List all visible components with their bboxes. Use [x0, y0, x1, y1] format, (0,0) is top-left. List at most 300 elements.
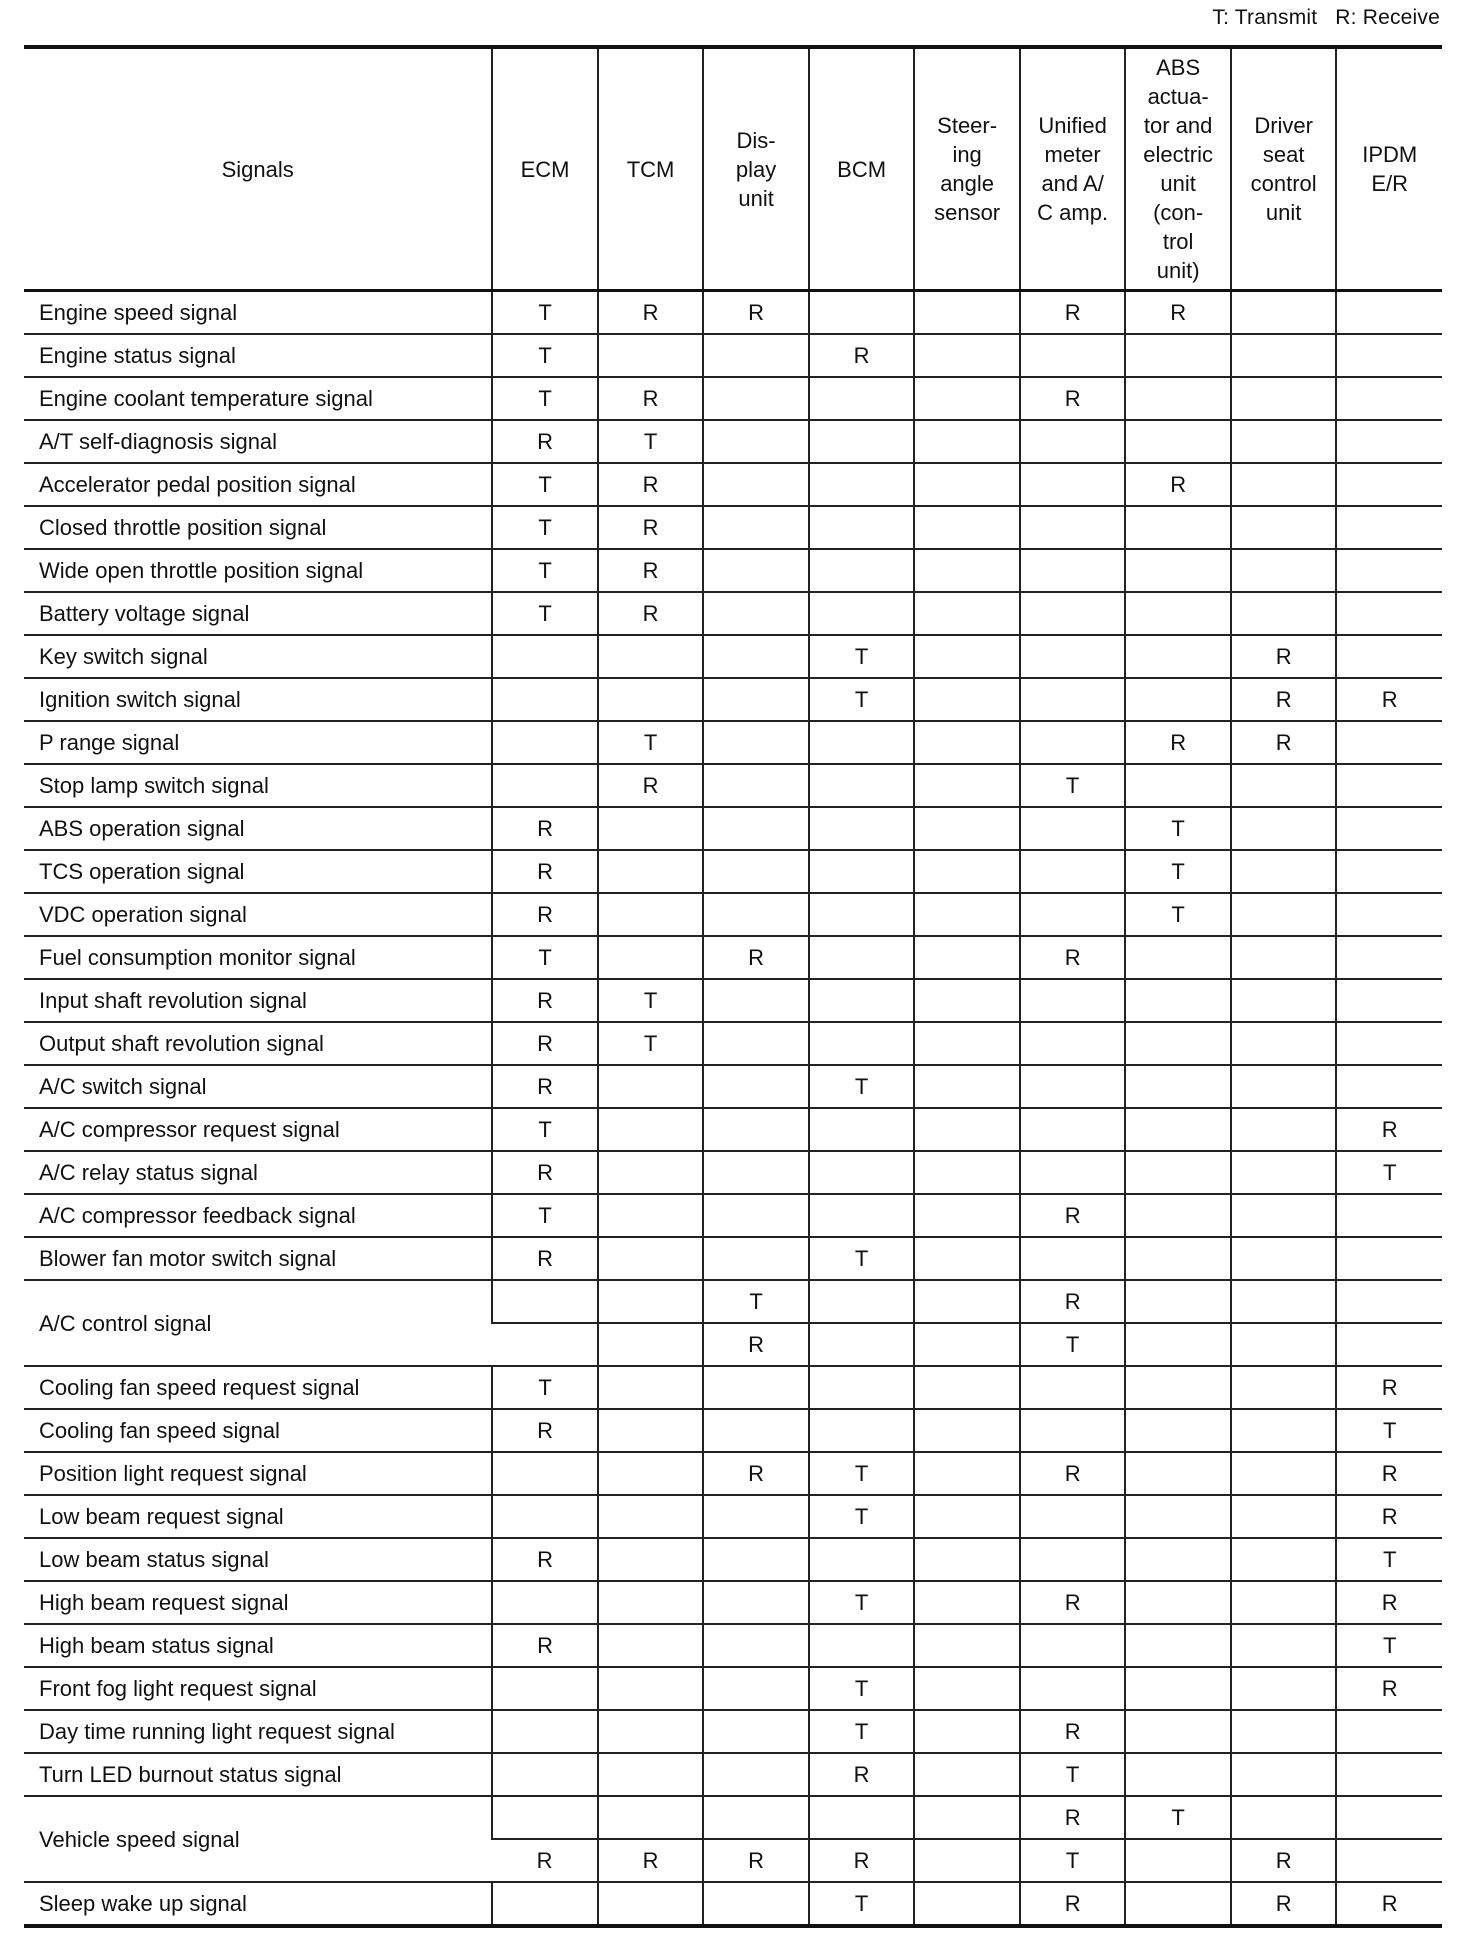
cell-ipdm — [1336, 1022, 1442, 1065]
table-row — [24, 1796, 1442, 1839]
table-row — [24, 721, 1442, 764]
cell-tcm: R — [598, 291, 704, 335]
header-ipdm-line: E/R — [1371, 171, 1409, 196]
cell-ipdm — [1336, 549, 1442, 592]
cell-tcm: T — [598, 420, 704, 463]
cell-tcm: T — [598, 721, 704, 764]
cell-steering — [914, 1538, 1020, 1581]
cell-steering — [914, 1882, 1020, 1926]
header-seat — [1231, 47, 1337, 291]
cell-ipdm — [1336, 377, 1442, 420]
cell-seat — [1231, 334, 1337, 377]
cell-steering — [914, 721, 1020, 764]
cell-ipdm: T — [1336, 1409, 1442, 1452]
table-row — [24, 592, 1442, 635]
cell-meter: R — [1020, 936, 1126, 979]
cell-bcm — [809, 1022, 915, 1065]
cell-bcm — [809, 592, 915, 635]
cell-display — [703, 1194, 809, 1237]
signal-name: High beam request signal — [24, 1581, 492, 1624]
signal-name: A/C compressor feedback signal — [24, 1194, 492, 1237]
table-row — [24, 850, 1442, 893]
cell-ipdm: R — [1336, 1667, 1442, 1710]
cell-display — [703, 1667, 809, 1710]
header-steering-line: Steer- — [937, 113, 998, 138]
table-row — [24, 1237, 1442, 1280]
cell-display — [703, 893, 809, 936]
cell-seat — [1231, 1151, 1337, 1194]
cell-meter — [1020, 893, 1126, 936]
signal-name: A/C relay status signal — [24, 1151, 492, 1194]
cell-display — [703, 334, 809, 377]
cell-seat — [1231, 807, 1337, 850]
cell-seat — [1231, 979, 1337, 1022]
cell-meter — [1020, 334, 1126, 377]
cell-bcm — [809, 1151, 915, 1194]
cell-steering — [914, 850, 1020, 893]
cell-seat — [1231, 764, 1337, 807]
header-abs — [1125, 47, 1231, 291]
cell-steering — [914, 1237, 1020, 1280]
cell-steering — [914, 1796, 1020, 1839]
cell-abs: R — [1125, 721, 1231, 764]
cell-ecm: T — [492, 1366, 598, 1409]
cell-steering — [914, 1065, 1020, 1108]
cell-steering — [914, 1839, 1020, 1882]
cell-abs — [1125, 764, 1231, 807]
cell-abs — [1125, 1323, 1231, 1366]
header-display-line: Dis- — [736, 127, 776, 153]
cell-bcm — [809, 1409, 915, 1452]
cell-display — [703, 506, 809, 549]
cell-display — [703, 420, 809, 463]
table-row — [24, 1409, 1442, 1452]
cell-steering — [914, 463, 1020, 506]
cell-display — [703, 1108, 809, 1151]
cell-steering — [914, 1280, 1020, 1323]
header-display — [703, 47, 809, 291]
cell-bcm — [809, 377, 915, 420]
cell-ipdm — [1336, 334, 1442, 377]
cell-tcm — [598, 1323, 704, 1366]
cell-seat — [1231, 1022, 1337, 1065]
cell-tcm: T — [598, 979, 704, 1022]
cell-steering — [914, 334, 1020, 377]
cell-abs — [1125, 1366, 1231, 1409]
cell-steering — [914, 1452, 1020, 1495]
cell-ipdm: R — [1336, 1108, 1442, 1151]
cell-bcm — [809, 936, 915, 979]
table-row — [24, 807, 1442, 850]
cell-steering — [914, 678, 1020, 721]
table-row — [24, 377, 1442, 420]
cell-ipdm: T — [1336, 1624, 1442, 1667]
header-abs-line: (con- — [1153, 200, 1204, 225]
header-ecm-line: ECM — [520, 156, 570, 182]
cell-abs — [1125, 377, 1231, 420]
signal-name: Engine speed signal — [24, 291, 492, 335]
cell-display: R — [703, 1839, 809, 1882]
cell-seat — [1231, 1237, 1337, 1280]
cell-bcm: T — [809, 1452, 915, 1495]
cell-ecm — [492, 764, 598, 807]
cell-meter: R — [1020, 1882, 1126, 1926]
cell-tcm: R — [598, 463, 704, 506]
cell-ipdm — [1336, 1839, 1442, 1882]
cell-bcm — [809, 420, 915, 463]
cell-bcm — [809, 1796, 915, 1839]
cell-ecm: T — [492, 1108, 598, 1151]
cell-bcm — [809, 1108, 915, 1151]
cell-bcm — [809, 850, 915, 893]
cell-abs — [1125, 1710, 1231, 1753]
cell-meter: T — [1020, 1323, 1126, 1366]
cell-display — [703, 1710, 809, 1753]
cell-ecm: T — [492, 334, 598, 377]
cell-tcm: R — [598, 377, 704, 420]
cell-abs — [1125, 420, 1231, 463]
cell-display — [703, 592, 809, 635]
cell-steering — [914, 807, 1020, 850]
cell-display — [703, 1409, 809, 1452]
cell-meter — [1020, 1667, 1126, 1710]
cell-tcm — [598, 635, 704, 678]
cell-steering — [914, 1151, 1020, 1194]
signal-name: Vehicle speed signal — [24, 1796, 492, 1882]
cell-abs — [1125, 1624, 1231, 1667]
header-abs-line: ABS — [1156, 55, 1201, 80]
cell-meter — [1020, 549, 1126, 592]
cell-seat — [1231, 936, 1337, 979]
cell-ipdm: T — [1336, 1538, 1442, 1581]
cell-seat — [1231, 549, 1337, 592]
cell-seat — [1231, 1194, 1337, 1237]
cell-steering — [914, 1624, 1020, 1667]
cell-abs: R — [1125, 463, 1231, 506]
cell-steering — [914, 1409, 1020, 1452]
header-meter-line: C amp. — [1037, 200, 1109, 225]
cell-ipdm: R — [1336, 1495, 1442, 1538]
cell-steering — [914, 1323, 1020, 1366]
header-abs-line: electric — [1143, 142, 1213, 167]
table-row — [24, 1581, 1442, 1624]
signal-name: Accelerator pedal position signal — [24, 463, 492, 506]
header-signals: Signals — [24, 47, 492, 291]
cell-ecm — [492, 1495, 598, 1538]
cell-ecm: T — [492, 377, 598, 420]
cell-meter — [1020, 635, 1126, 678]
cell-ecm — [492, 1753, 598, 1796]
header-steering-line: ing — [952, 142, 982, 167]
cell-bcm: R — [809, 334, 915, 377]
signal-name: Engine status signal — [24, 334, 492, 377]
cell-ecm — [492, 1710, 598, 1753]
cell-bcm: T — [809, 1710, 915, 1753]
header-abs-line: tor and — [1143, 113, 1213, 138]
cell-display — [703, 678, 809, 721]
cell-abs — [1125, 1839, 1231, 1882]
cell-steering — [914, 1194, 1020, 1237]
cell-display — [703, 807, 809, 850]
cell-display — [703, 1022, 809, 1065]
cell-tcm — [598, 1194, 704, 1237]
cell-display: T — [703, 1280, 809, 1323]
cell-abs — [1125, 1882, 1231, 1926]
cell-meter — [1020, 1151, 1126, 1194]
cell-abs — [1125, 549, 1231, 592]
cell-display — [703, 979, 809, 1022]
cell-meter: R — [1020, 1581, 1126, 1624]
cell-abs — [1125, 1667, 1231, 1710]
cell-bcm: T — [809, 1581, 915, 1624]
cell-seat — [1231, 1538, 1337, 1581]
cell-bcm — [809, 1366, 915, 1409]
signal-name: Sleep wake up signal — [24, 1882, 492, 1926]
cell-bcm — [809, 506, 915, 549]
cell-steering — [914, 1710, 1020, 1753]
legend-receive: R: Receive — [1335, 6, 1440, 29]
cell-display — [703, 1237, 809, 1280]
header-abs-line: actua- — [1147, 84, 1209, 109]
header-display-line: unit — [738, 185, 774, 211]
cell-bcm: R — [809, 1839, 915, 1882]
cell-tcm — [598, 893, 704, 936]
header-meter-line: Unified — [1038, 113, 1107, 138]
cell-seat: R — [1231, 635, 1337, 678]
table-row — [24, 420, 1442, 463]
cell-ipdm: R — [1336, 678, 1442, 721]
header-steering-line: angle — [940, 171, 995, 196]
cell-display — [703, 1495, 809, 1538]
cell-ecm: R — [492, 1839, 598, 1882]
cell-ecm: T — [492, 291, 598, 335]
cell-tcm — [598, 1366, 704, 1409]
cell-bcm: T — [809, 1882, 915, 1926]
signal-name: Engine coolant temperature signal — [24, 377, 492, 420]
header-ipdm — [1336, 47, 1442, 291]
cell-tcm: R — [598, 1839, 704, 1882]
cell-abs: T — [1125, 850, 1231, 893]
cell-steering — [914, 549, 1020, 592]
table-row — [24, 635, 1442, 678]
cell-steering — [914, 1022, 1020, 1065]
cell-bcm: T — [809, 678, 915, 721]
table-row — [24, 893, 1442, 936]
cell-ecm: T — [492, 463, 598, 506]
cell-seat — [1231, 291, 1337, 335]
cell-bcm: T — [809, 635, 915, 678]
cell-bcm: T — [809, 1065, 915, 1108]
cell-display — [703, 549, 809, 592]
cell-display — [703, 463, 809, 506]
header-bcm-line: BCM — [837, 156, 887, 182]
cell-abs — [1125, 1108, 1231, 1151]
cell-steering — [914, 592, 1020, 635]
cell-meter — [1020, 678, 1126, 721]
cell-tcm — [598, 678, 704, 721]
cell-ipdm: R — [1336, 1581, 1442, 1624]
header-row — [24, 47, 1442, 291]
cell-tcm — [598, 1882, 704, 1926]
cell-seat — [1231, 1581, 1337, 1624]
signal-name: High beam status signal — [24, 1624, 492, 1667]
cell-abs — [1125, 334, 1231, 377]
can-signal-table — [24, 45, 1442, 1928]
table-row — [24, 1065, 1442, 1108]
cell-meter: R — [1020, 1710, 1126, 1753]
signal-name: Cooling fan speed signal — [24, 1409, 492, 1452]
cell-meter: R — [1020, 1280, 1126, 1323]
cell-display — [703, 1796, 809, 1839]
header-seat-line: Driver — [1254, 113, 1313, 138]
cell-meter: T — [1020, 764, 1126, 807]
cell-abs — [1125, 1237, 1231, 1280]
signal-name: Blower fan motor switch signal — [24, 1237, 492, 1280]
cell-ecm: T — [492, 592, 598, 635]
table-row — [24, 1710, 1442, 1753]
cell-seat — [1231, 850, 1337, 893]
cell-display: R — [703, 936, 809, 979]
cell-seat — [1231, 1624, 1337, 1667]
cell-bcm — [809, 979, 915, 1022]
cell-ipdm — [1336, 635, 1442, 678]
signal-name: Wide open throttle position signal — [24, 549, 492, 592]
cell-seat — [1231, 1495, 1337, 1538]
cell-abs — [1125, 1065, 1231, 1108]
cell-ipdm — [1336, 850, 1442, 893]
cell-steering — [914, 979, 1020, 1022]
cell-abs — [1125, 979, 1231, 1022]
cell-seat — [1231, 1409, 1337, 1452]
cell-bcm — [809, 764, 915, 807]
cell-ecm: R — [492, 807, 598, 850]
cell-meter — [1020, 420, 1126, 463]
cell-ecm — [492, 1280, 598, 1323]
cell-tcm — [598, 1581, 704, 1624]
table-row — [24, 1538, 1442, 1581]
cell-seat: R — [1231, 1839, 1337, 1882]
cell-meter — [1020, 1409, 1126, 1452]
cell-bcm — [809, 807, 915, 850]
cell-meter — [1020, 1366, 1126, 1409]
cell-steering — [914, 1366, 1020, 1409]
cell-bcm: T — [809, 1667, 915, 1710]
cell-seat: R — [1231, 721, 1337, 764]
cell-seat: R — [1231, 1882, 1337, 1926]
signal-name: TCS operation signal — [24, 850, 492, 893]
cell-display: R — [703, 1452, 809, 1495]
cell-tcm — [598, 1796, 704, 1839]
header-meter-line: meter — [1044, 142, 1101, 167]
cell-ecm: R — [492, 1538, 598, 1581]
cell-abs — [1125, 1409, 1231, 1452]
cell-meter: T — [1020, 1839, 1126, 1882]
cell-meter — [1020, 979, 1126, 1022]
cell-ecm: R — [492, 1409, 598, 1452]
signal-name: Cooling fan speed request signal — [24, 1366, 492, 1409]
cell-bcm: R — [809, 1753, 915, 1796]
cell-ecm — [492, 1581, 598, 1624]
cell-abs — [1125, 1495, 1231, 1538]
cell-display — [703, 1366, 809, 1409]
cell-meter — [1020, 592, 1126, 635]
cell-bcm — [809, 721, 915, 764]
cell-tcm — [598, 1710, 704, 1753]
cell-ipdm — [1336, 721, 1442, 764]
cell-seat — [1231, 893, 1337, 936]
cell-tcm — [598, 936, 704, 979]
cell-meter — [1020, 1065, 1126, 1108]
cell-display: R — [703, 291, 809, 335]
cell-steering — [914, 1753, 1020, 1796]
cell-display — [703, 764, 809, 807]
cell-tcm — [598, 1409, 704, 1452]
cell-seat: R — [1231, 678, 1337, 721]
table-row — [24, 334, 1442, 377]
signal-name: Ignition switch signal — [24, 678, 492, 721]
header-seat-line: control — [1250, 171, 1317, 196]
cell-ecm — [492, 1323, 598, 1366]
cell-tcm: T — [598, 1022, 704, 1065]
cell-bcm — [809, 1280, 915, 1323]
table-row — [24, 506, 1442, 549]
cell-steering — [914, 893, 1020, 936]
cell-steering — [914, 1581, 1020, 1624]
header-abs-line: trol — [1162, 229, 1194, 254]
table-row — [24, 979, 1442, 1022]
cell-abs — [1125, 1538, 1231, 1581]
cell-ipdm: T — [1336, 1151, 1442, 1194]
signal-name: Battery voltage signal — [24, 592, 492, 635]
table-row — [24, 1452, 1442, 1495]
cell-abs — [1125, 1022, 1231, 1065]
cell-ipdm — [1336, 936, 1442, 979]
cell-abs — [1125, 506, 1231, 549]
header-steering — [914, 47, 1020, 291]
cell-ecm: T — [492, 936, 598, 979]
cell-ecm — [492, 1667, 598, 1710]
cell-ecm: R — [492, 1624, 598, 1667]
cell-tcm — [598, 1667, 704, 1710]
signal-name: Day time running light request signal — [24, 1710, 492, 1753]
table-row — [24, 291, 1442, 335]
cell-display — [703, 850, 809, 893]
signal-name: A/C switch signal — [24, 1065, 492, 1108]
cell-seat — [1231, 1065, 1337, 1108]
cell-bcm — [809, 463, 915, 506]
table-row — [24, 1108, 1442, 1151]
cell-meter — [1020, 1237, 1126, 1280]
cell-display — [703, 377, 809, 420]
cell-steering — [914, 1108, 1020, 1151]
cell-ecm: R — [492, 893, 598, 936]
cell-meter: R — [1020, 1452, 1126, 1495]
header-seat-line: seat — [1262, 142, 1305, 167]
cell-ipdm — [1336, 1237, 1442, 1280]
header-abs-line: unit — [1160, 171, 1196, 196]
header-meter — [1020, 47, 1126, 291]
signal-name: A/T self-diagnosis signal — [24, 420, 492, 463]
table-row — [24, 1022, 1442, 1065]
cell-tcm — [598, 1753, 704, 1796]
cell-abs — [1125, 1452, 1231, 1495]
cell-tcm — [598, 1452, 704, 1495]
cell-steering — [914, 506, 1020, 549]
cell-ipdm — [1336, 1280, 1442, 1323]
cell-seat — [1231, 506, 1337, 549]
header-tcm-line: TCM — [626, 156, 675, 182]
cell-tcm — [598, 334, 704, 377]
